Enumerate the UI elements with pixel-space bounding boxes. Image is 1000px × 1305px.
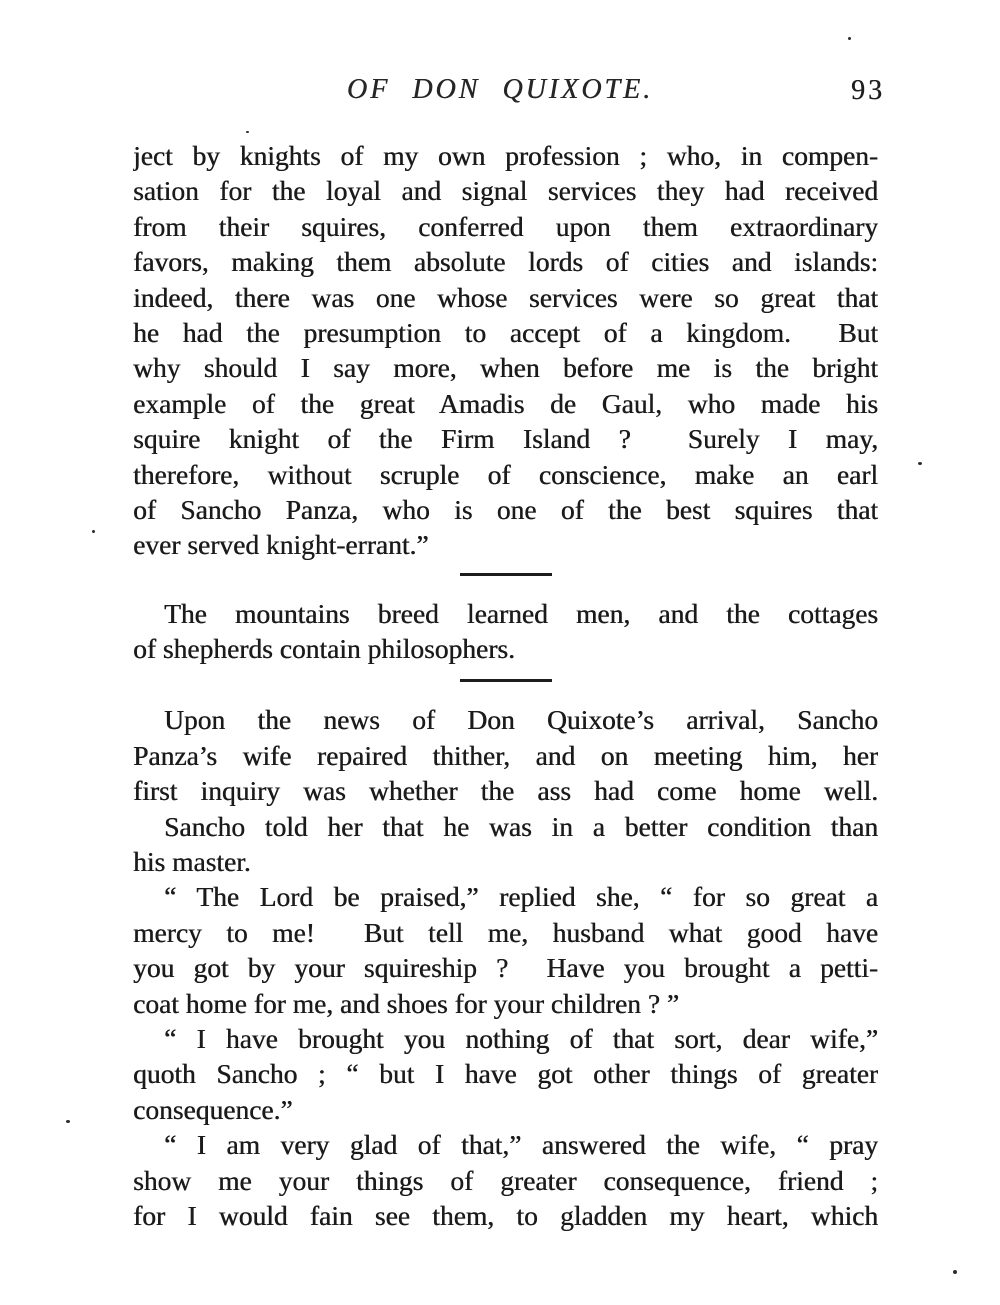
text-line: indeed, there was one whose services were so great that — [133, 281, 878, 313]
page-header — [0, 74, 1000, 110]
section-divider — [460, 679, 552, 682]
text-line: favors, making them absolute lords of cities and islands: — [133, 246, 878, 278]
text-line: The mountains breed learned men, and the cottages — [164, 597, 878, 629]
ink-speck — [92, 530, 95, 533]
section-divider — [460, 573, 552, 576]
text-line: why should I say more, when before me is the bright — [133, 352, 878, 384]
text-line: first inquiry was whether the ass had come home well. — [133, 775, 878, 807]
text-line: his master. — [133, 846, 251, 878]
ink-speck — [246, 131, 249, 133]
text-line: mercy to me! But tell me, husband what good have — [133, 916, 878, 948]
page-number: 93 — [851, 75, 885, 106]
text-line: coat home for me, and shoes for your children ? ” — [133, 987, 679, 1019]
text-line: show me your things of greater consequence, friend ; — [133, 1164, 878, 1196]
ink-speck — [918, 462, 922, 465]
text-line: quoth Sancho ; “ but I have got other things of greater — [133, 1058, 878, 1090]
text-line: consequence.” — [133, 1093, 293, 1125]
text-line: for I would fain see them, to gladden my heart, which — [133, 1199, 878, 1231]
text-line: “ I have brought you nothing of that sort, dear wife,” — [164, 1022, 878, 1054]
running-title: OF DON QUIXOTE. — [346, 74, 654, 105]
text-line: of Sancho Panza, who is one of the best squires that — [133, 493, 878, 525]
ink-speck — [66, 1120, 70, 1123]
text-line: “ I am very glad of that,” answered the wife, “ pray — [164, 1129, 878, 1161]
text-block — [133, 138, 878, 1233]
text-line: sation for the loyal and signal services they had received — [133, 175, 878, 207]
text-line: example of the great Amadis de Gaul, who made his — [133, 387, 878, 419]
text-line: ject by knights of my own profession ; who, in compen- — [133, 140, 878, 171]
text-line: Sancho told her that he was in a better condition than — [164, 810, 878, 842]
text-line: from their squires, conferred upon them extraordinary — [133, 210, 878, 242]
text-line: Upon the news of Don Quixote’s arrival, Sancho — [164, 704, 878, 736]
ink-speck — [848, 37, 851, 40]
text-line: Panza’s wife repaired thither, and on meeting him, her — [133, 739, 878, 771]
text-line: squire knight of the Firm Island ? Surely I may, — [133, 423, 878, 455]
text-line: he had the presumption to accept of a kingdom. But — [133, 316, 878, 348]
ink-speck — [953, 1270, 957, 1274]
text-line: you got by your squireship ? Have you brought a petti- — [133, 952, 878, 984]
text-line: ever served knight-errant.” — [133, 529, 429, 561]
text-line: therefore, without scruple of conscience, make an earl — [133, 458, 878, 490]
text-line: “ The Lord be praised,” replied she, “ for so great a — [164, 881, 878, 913]
text-line: of shepherds contain philosophers. — [133, 633, 515, 665]
